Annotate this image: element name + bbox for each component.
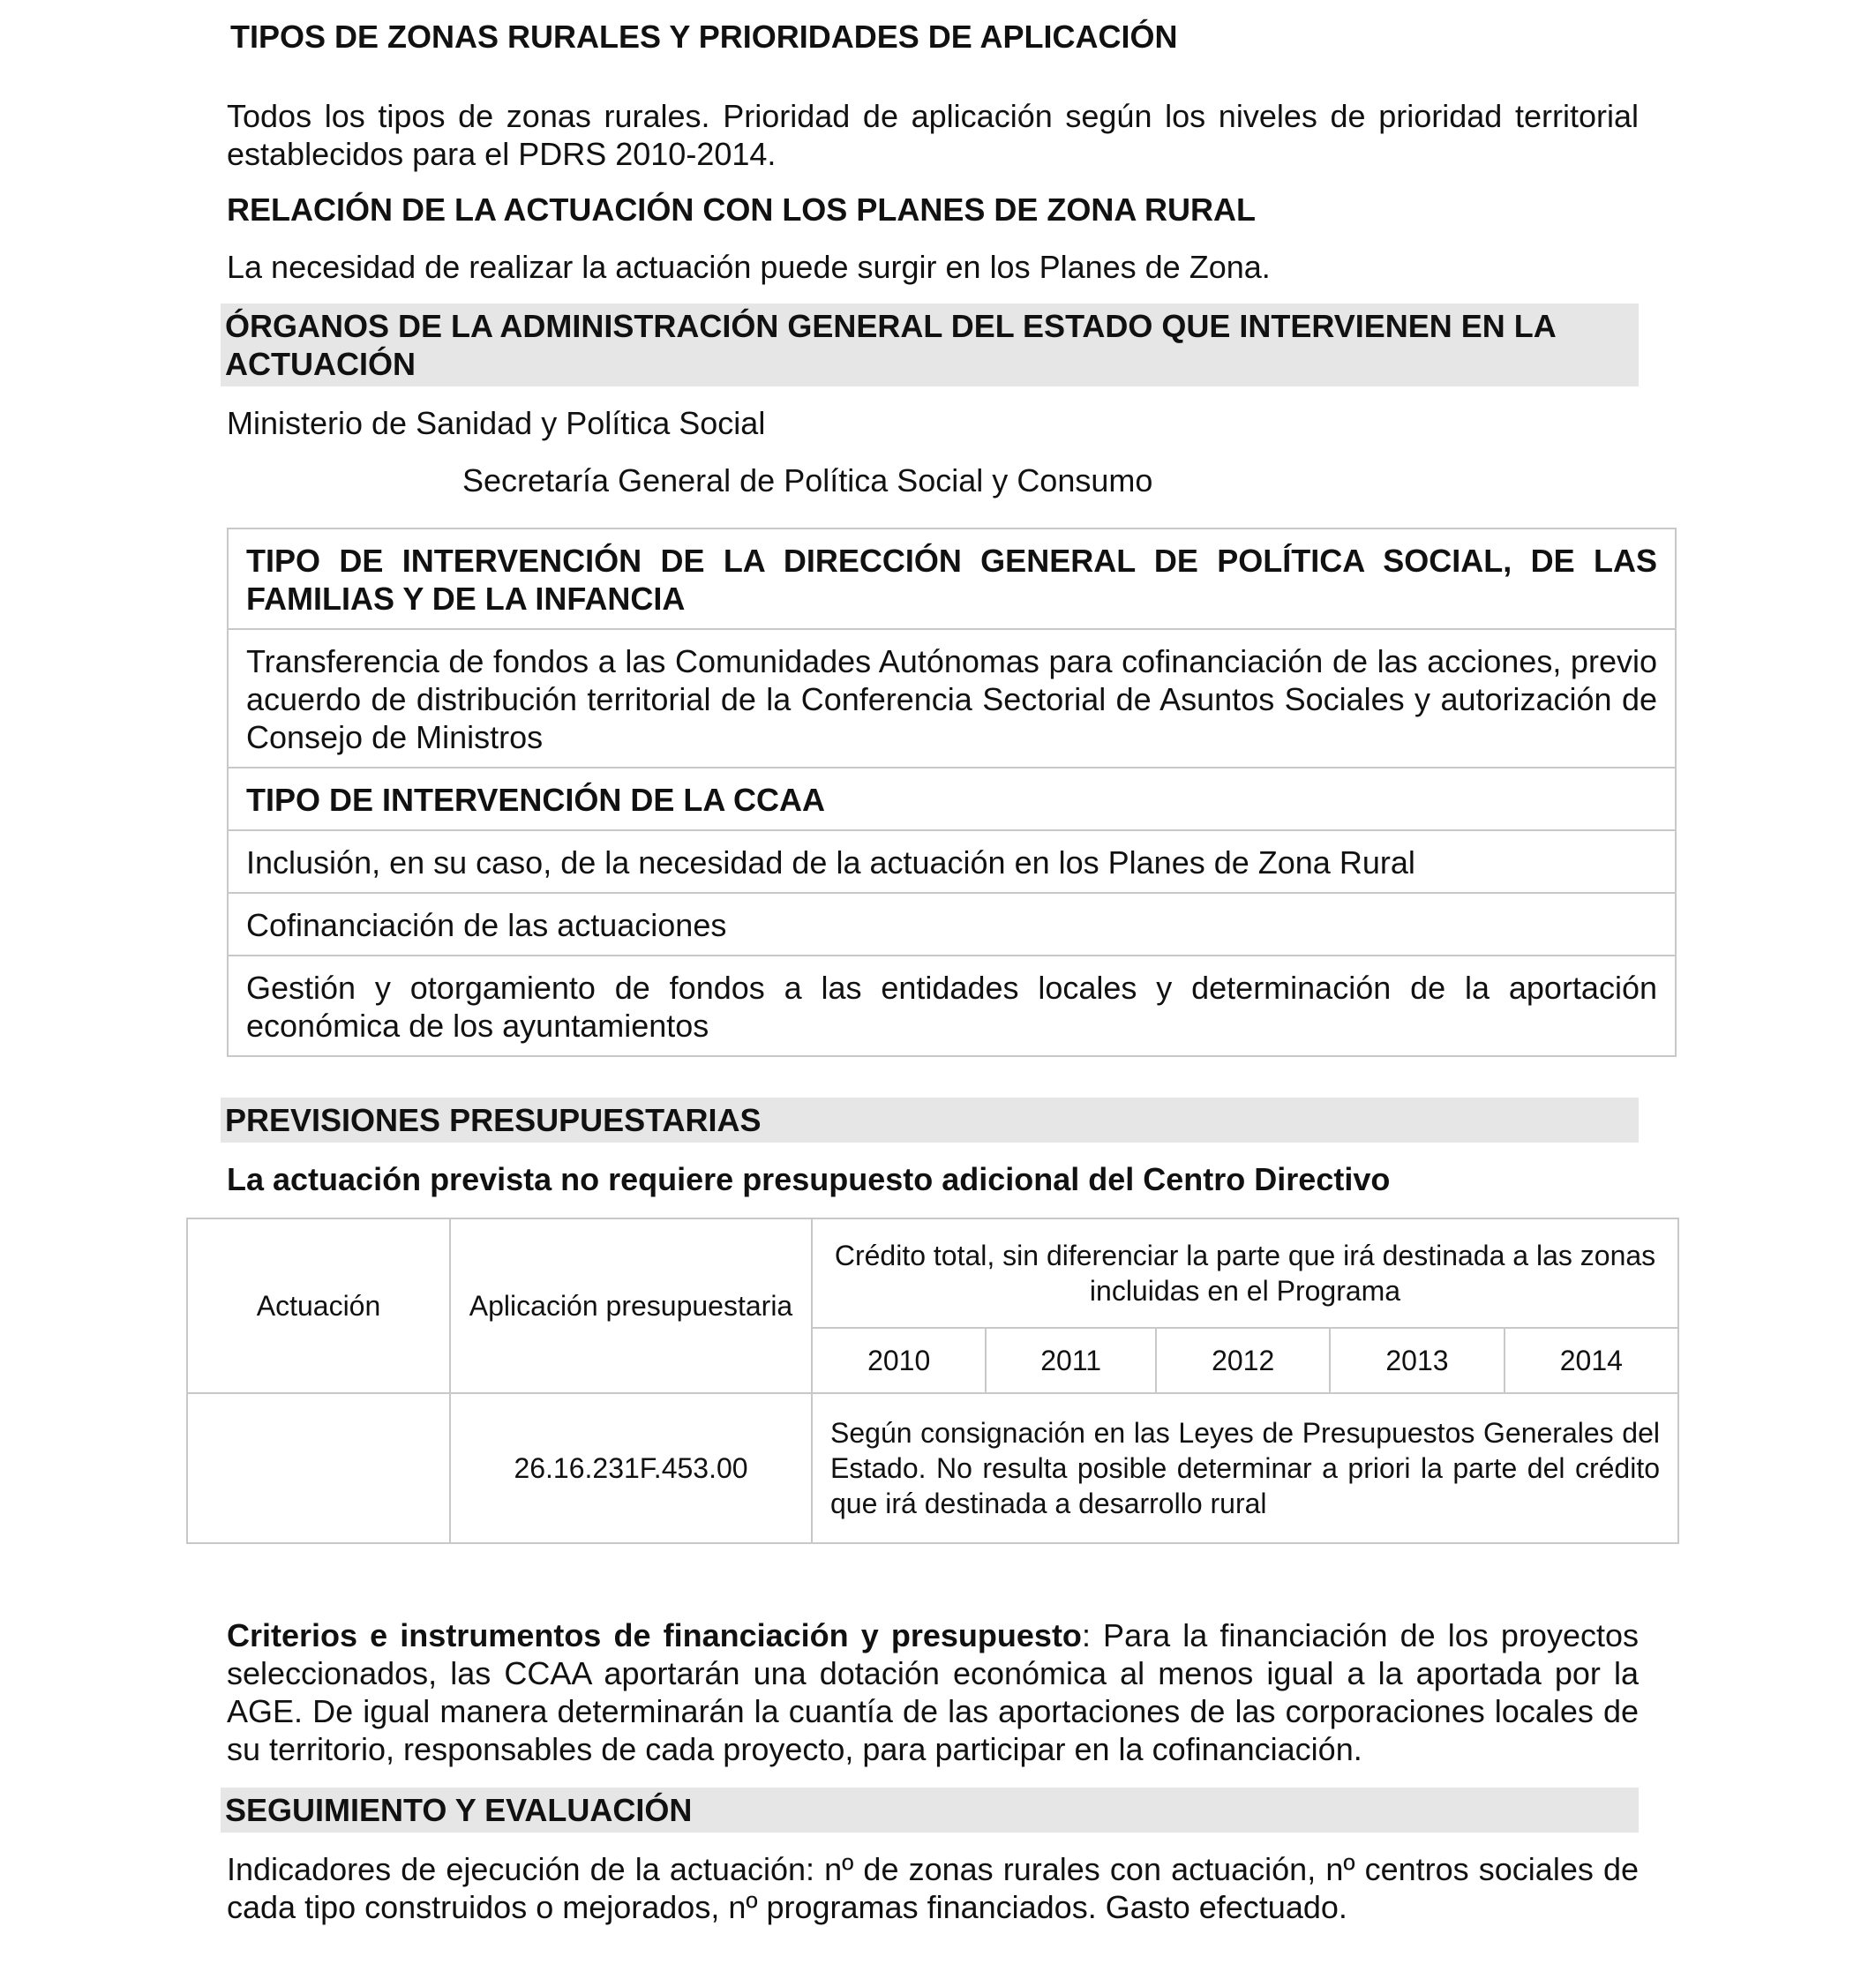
criterios-label: Criterios e instrumentos de financiación y presupuesto — [227, 1617, 1082, 1653]
year-2013: 2013 — [1330, 1328, 1504, 1393]
criterios-text: : Para la financiación de los proyectos seleccionados, las CCAA aportarán una dotación económica al menos igual a la aportada por la AGE. De igual manera determinarán la cuantía de las aportaciones de las corporaciones locales de su territorio, responsables de cada proyecto, para participar en la cofinanciación. — [227, 1617, 1639, 1767]
criterios-paragraph — [227, 1616, 1639, 1768]
relacion-heading: RELACIÓN DE LA ACTUACIÓN CON LOS PLANES DE ZONA RURAL — [227, 191, 1256, 228]
intervention-box — [227, 528, 1677, 1057]
previsiones-heading: PREVISIONES PRESUPUESTARIAS — [221, 1098, 1639, 1143]
row-credito: Según consignación en las Leyes de Presupuestos Generales del Estado. No resulta posible determinar a priori la parte del crédito que irá destinada a desarrollo rural — [812, 1393, 1678, 1543]
relacion-text: La necesidad de realizar la actuación puede surgir en los Planes de Zona. — [227, 249, 1271, 285]
previsiones-block — [227, 1098, 1639, 1198]
seguimiento-heading: SEGUIMIENTO Y EVALUACIÓN — [221, 1788, 1639, 1833]
budget-table — [186, 1218, 1679, 1544]
row-actuacion — [187, 1393, 450, 1543]
year-2011: 2011 — [986, 1328, 1156, 1393]
row-aplicacion: 26.16.231F.453.00 — [450, 1393, 812, 1543]
tipos-text: Todos los tipos de zonas rurales. Prioridad de aplicación según los niveles de prioridad territorial establecidos para el PDRS 2010-2014. — [227, 98, 1639, 172]
year-2012: 2012 — [1156, 1328, 1330, 1393]
organos-heading: ÓRGANOS DE LA ADMINISTRACIÓN GENERAL DEL ESTADO QUE INTERVIENEN EN LA ACTUACIÓN — [221, 304, 1639, 386]
previsiones-subheading: La actuación prevista no requiere presupuesto adicional del Centro Directivo — [227, 1161, 1391, 1197]
tipos-heading: TIPOS DE ZONAS RURALES Y PRIORIDADES DE APLICACIÓN — [230, 19, 1178, 55]
criterios-block — [227, 1616, 1639, 1926]
secretaria-text: Secretaría General de Política Social y Consumo — [462, 462, 1153, 498]
header-credito: Crédito total, sin diferenciar la parte que irá destinada a las zonas incluidas en el Programa — [812, 1218, 1678, 1328]
ccaa-item-gestion: Gestión y otorgamiento de fondos a las entidades locales y determinación de la aportación económica de los ayuntamientos — [229, 955, 1675, 1055]
dg-intervention-text: Transferencia de fondos a las Comunidades Autónomas para cofinanciación de las acciones, previo acuerdo de distribución territorial de la Conferencia Sectorial de Asuntos Sociales y autorización de Consejo de Ministros — [229, 628, 1675, 767]
document-body — [227, 18, 1639, 499]
table-row — [187, 1393, 1678, 1543]
ccaa-intervention-heading: TIPO DE INTERVENCIÓN DE LA CCAA — [229, 767, 1675, 829]
ccaa-item-inclusion: Inclusión, en su caso, de la necesidad de la actuación en los Planes de Zona Rural — [229, 829, 1675, 892]
header-aplicacion: Aplicación presupuestaria — [450, 1218, 812, 1393]
header-actuacion: Actuación — [187, 1218, 450, 1393]
table-header-row — [187, 1218, 1678, 1328]
dg-intervention-heading: TIPO DE INTERVENCIÓN DE LA DIRECCIÓN GENERAL DE POLÍTICA SOCIAL, DE LAS FAMILIAS Y DE LA INFANCIA — [246, 543, 1657, 617]
year-2010: 2010 — [812, 1328, 986, 1393]
seguimiento-text: Indicadores de ejecución de la actuación: nº de zonas rurales con actuación, nº centros sociales de cada tipo construidos o mejorados, nº programas financiados. Gasto efectuado. — [227, 1851, 1639, 1925]
ministerio-text: Ministerio de Sanidad y Política Social — [227, 405, 766, 441]
year-2014: 2014 — [1505, 1328, 1678, 1393]
ccaa-item-cofinanciacion: Cofinanciación de las actuaciones — [229, 892, 1675, 955]
